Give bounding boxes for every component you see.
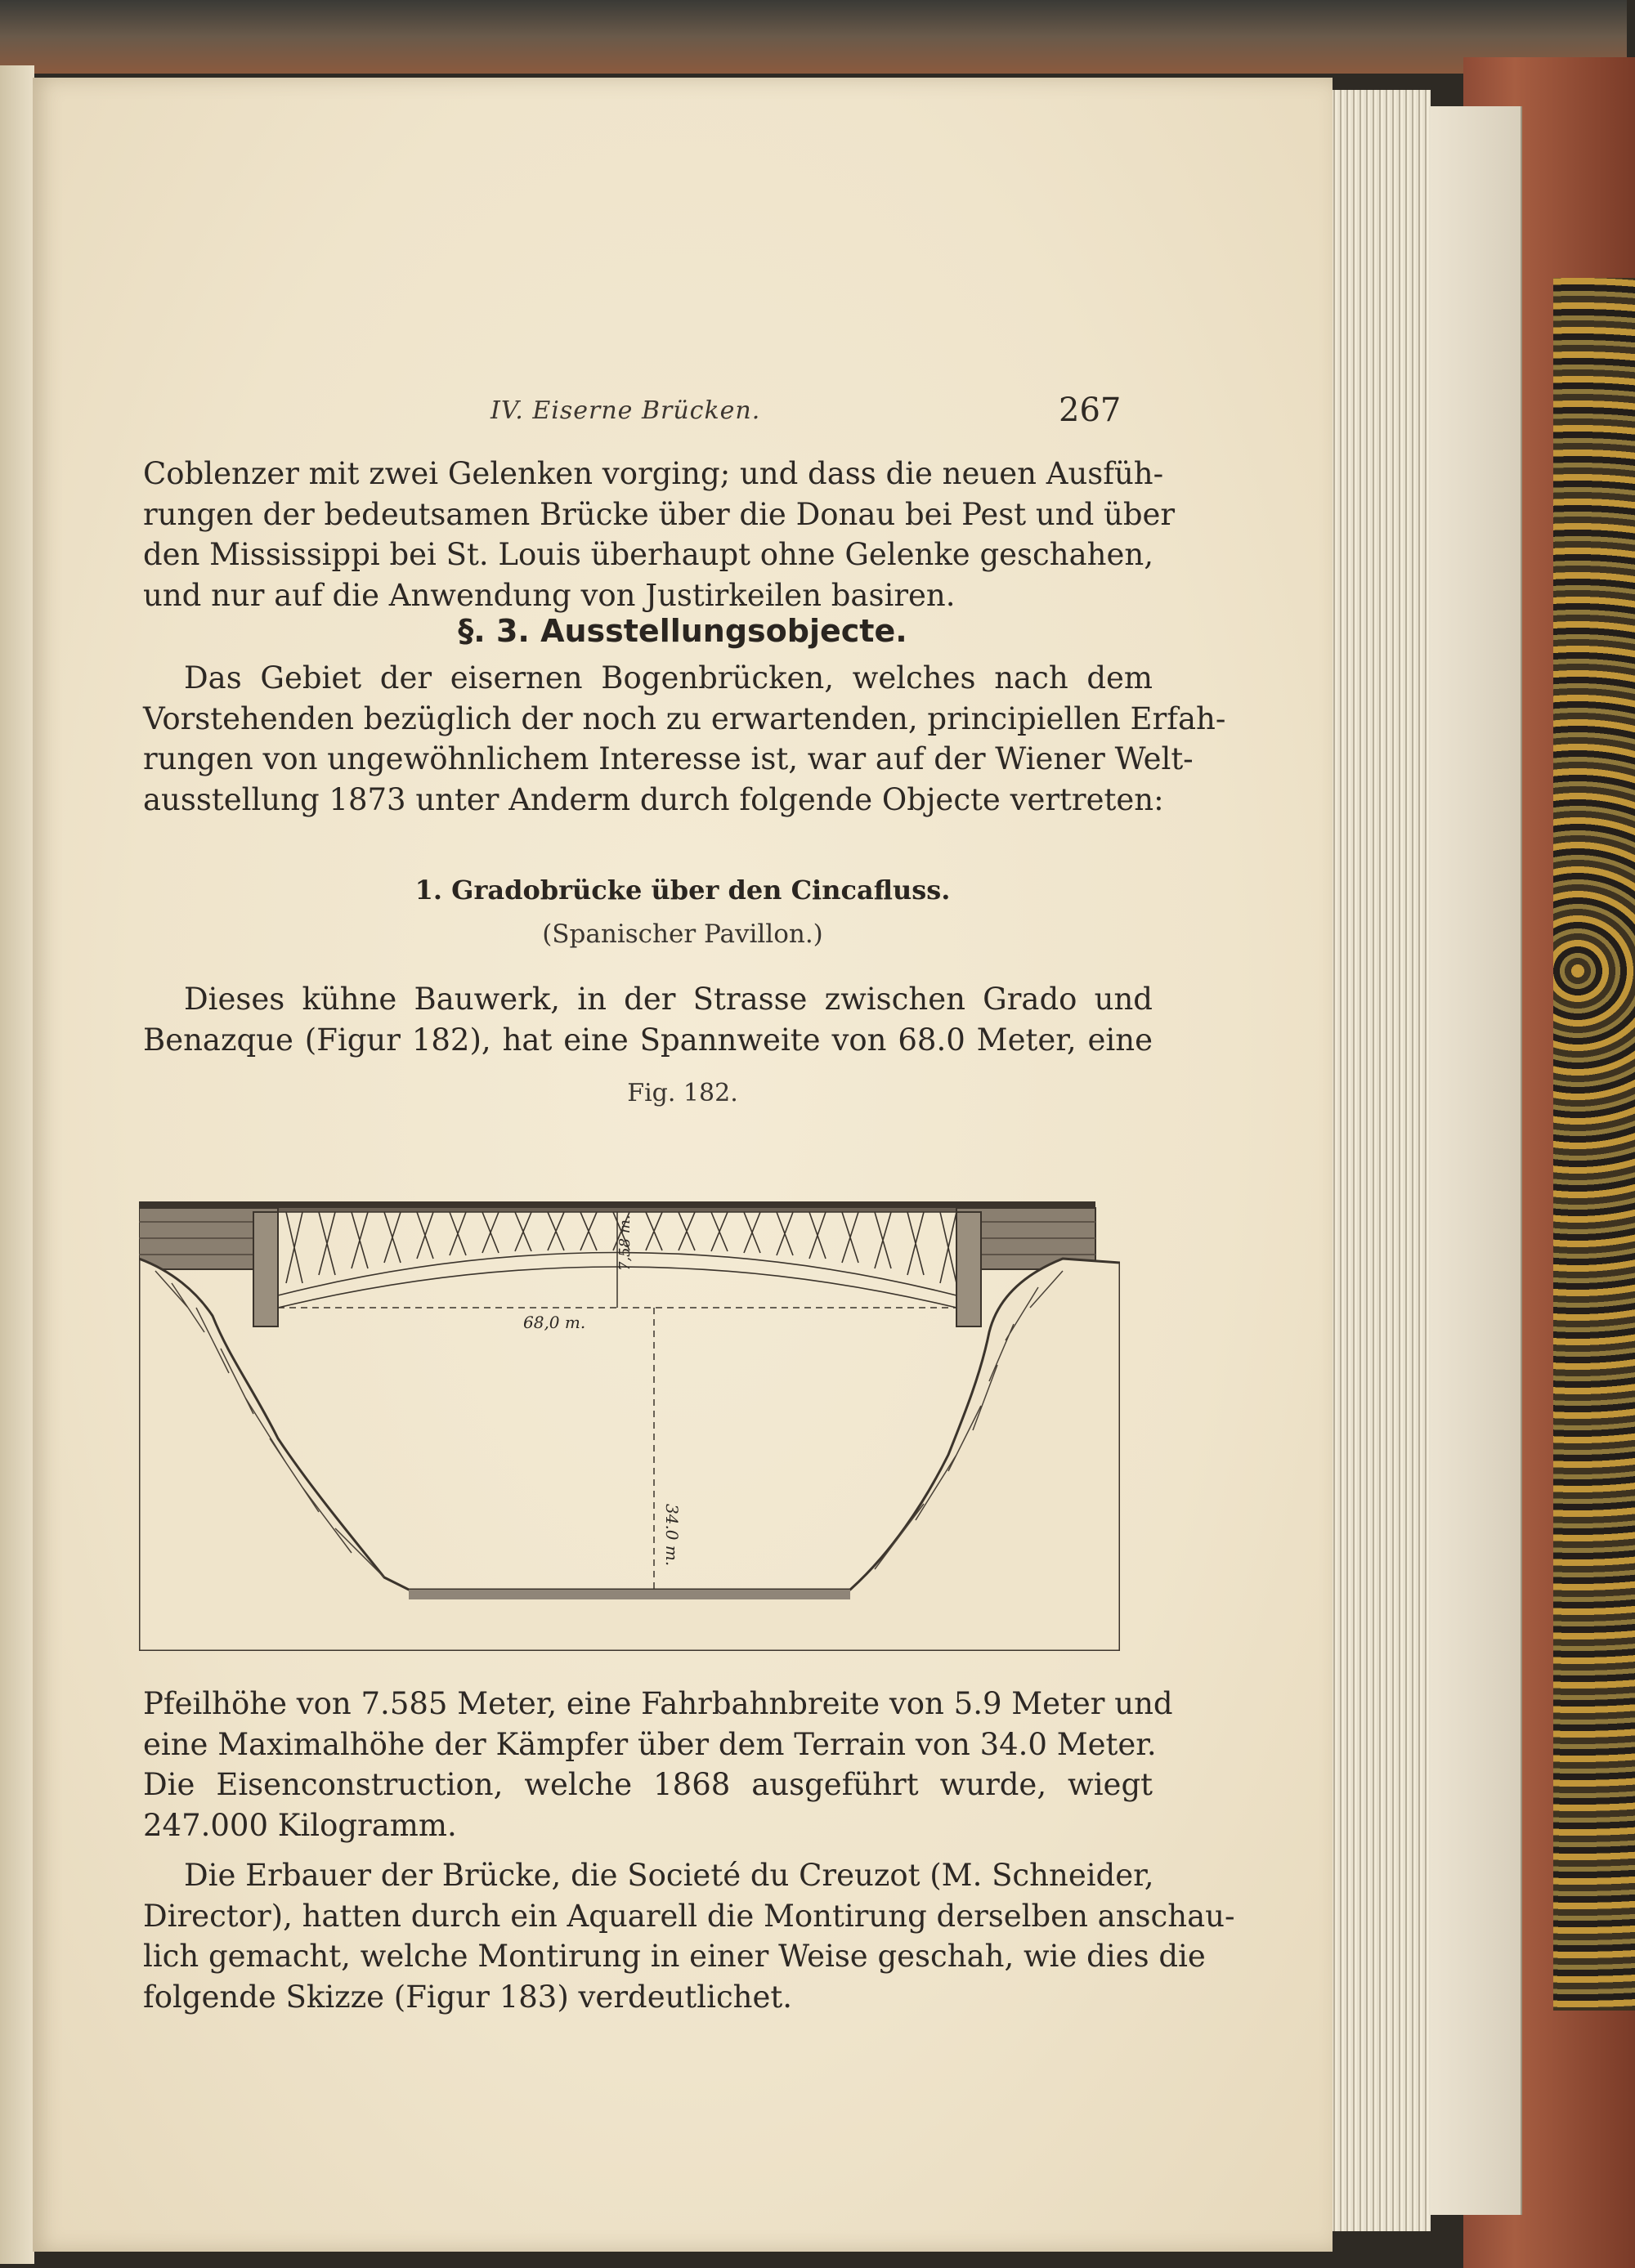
bridge-figure	[139, 1193, 1120, 1651]
page-header	[33, 391, 1333, 437]
figure-caption: Fig. 182.	[627, 1079, 738, 1107]
paragraph-1	[143, 454, 1176, 615]
text-line: Das Gebiet der eisernen Bogenbrücken, welches nach dem	[184, 660, 1153, 696]
sub-heading: 1. Gradobrücke über den Cincafluss.	[414, 875, 951, 906]
book-page	[33, 78, 1333, 2252]
book-top-edge	[0, 0, 1627, 74]
right-pier	[956, 1212, 981, 1326]
text-line: Die Erbauer der Brücke, die Societé du Creuzot (M. Schneider,	[184, 1858, 1154, 1893]
text-line: Coblenzer mit zwei Gelenken vorging; und dass die neuen Ausfüh-	[143, 456, 1164, 491]
text-line: 247.000 Kilogramm.	[143, 1807, 457, 1843]
text-line: Dieses kühne Bauwerk, in der Strasse zwischen Grado und	[184, 982, 1153, 1017]
text-line: lich gemacht, welche Montirung in einer Weise geschah, wie dies die	[143, 1939, 1206, 1974]
text-line: Die Eisenconstruction, welche 1868 ausgeführt wurde, wiegt	[143, 1767, 1153, 1802]
rise-label: 7,58 m.	[616, 1215, 634, 1271]
text-line: Pfeilhöhe von 7.585 Meter, eine Fahrbahnbreite von 5.9 Meter und	[143, 1686, 1173, 1721]
page-number: 267	[1059, 391, 1122, 429]
text-line: den Mississippi bei St. Louis überhaupt ohne Gelenke geschahen,	[143, 537, 1153, 572]
left-pier	[253, 1212, 278, 1326]
span-label: 68,0 m.	[523, 1313, 586, 1332]
bridge-deck	[139, 1201, 1095, 1208]
height-label: 34.0 m.	[662, 1504, 682, 1567]
text-line: rungen der bedeutsamen Brücke über die Donau bei Pest und über	[143, 496, 1176, 532]
paragraph-4	[143, 1684, 1173, 1845]
page-stack-edges	[1324, 90, 1431, 2231]
marbled-endpaper	[1553, 278, 1635, 2011]
bridge-drawing	[139, 1193, 1120, 1651]
paragraph-3	[143, 979, 1153, 1060]
text-line: Vorstehenden bezüglich der noch zu erwartenden, principiellen Erfah-	[143, 700, 1226, 736]
section-heading: §. 3. Ausstellungsobjecte.	[458, 613, 907, 649]
previous-page-edge	[0, 65, 34, 2264]
sub-heading-parenthetical: (Spanischer Pavillon.)	[542, 919, 823, 949]
text-line: Director), hatten durch ein Aquarell die Montirung derselben anschau-	[143, 1898, 1235, 1934]
paragraph-5	[143, 1855, 1235, 2017]
text-line: ausstellung 1873 unter Anderm durch folgende Objecte vertreten:	[143, 781, 1164, 817]
running-title: IV. Eiserne Brücken.	[490, 396, 761, 425]
text-line: eine Maximalhöhe der Kämpfer über dem Terrain von 34.0 Meter.	[143, 1726, 1157, 1762]
text-line: Benazque (Figur 182), hat eine Spannweite von 68.0 Meter, eine	[143, 1022, 1153, 1058]
text-line: und nur auf die Anwendung von Justirkeilen basiren.	[143, 577, 956, 613]
page-block-edge	[1427, 106, 1522, 2215]
paragraph-2	[143, 658, 1226, 820]
river	[409, 1590, 850, 1599]
text-line: rungen von ungewöhnlichem Interesse ist, war auf der Wiener Welt-	[143, 741, 1194, 776]
text-line: folgende Skizze (Figur 183) verdeutlichet.	[143, 1979, 793, 2015]
